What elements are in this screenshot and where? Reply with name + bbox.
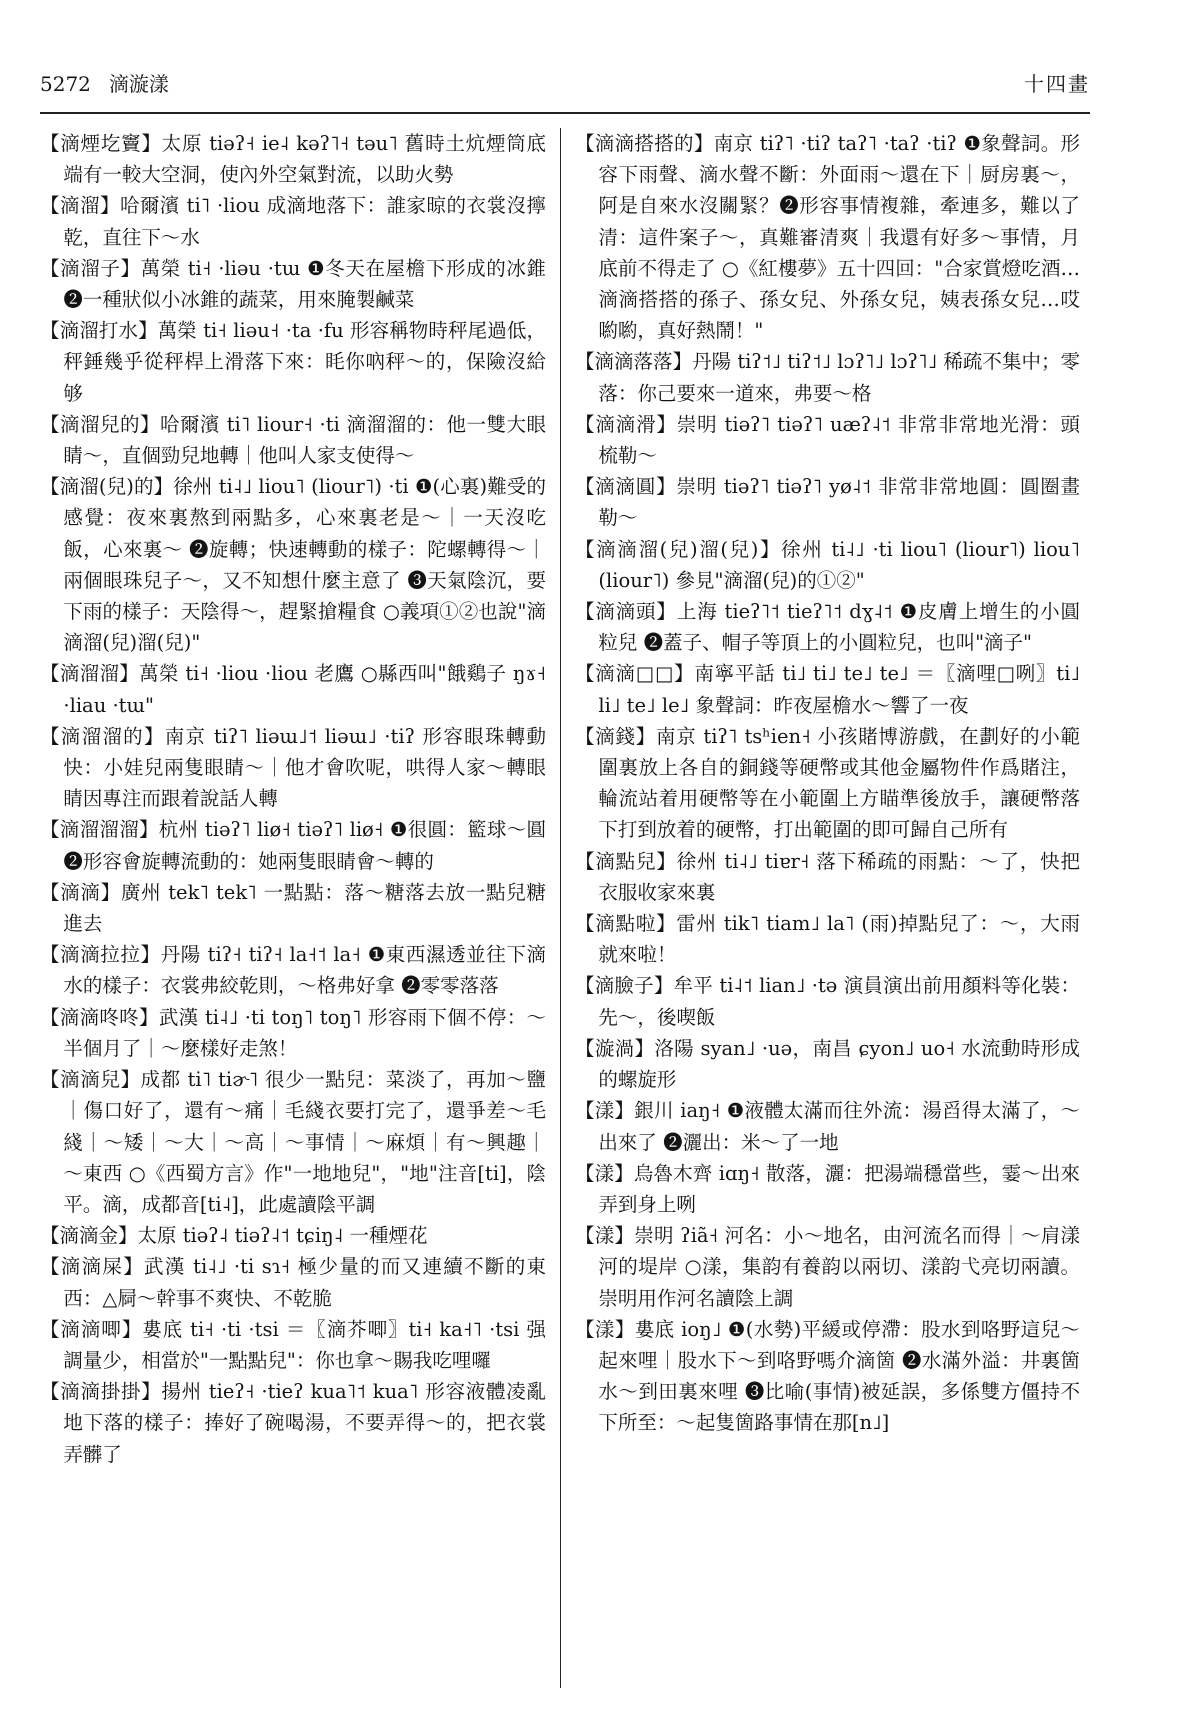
- two-column-body: [40, 128, 1090, 1688]
- dictionary-entry: 【滴滴咚咚】武漢 ti˨˩ ·ti toŋ˥ toŋ˥ 形容雨下個不停：～半個月了｜～麼樣好走煞！: [40, 1005, 546, 1060]
- dictionary-entry: 【滴滴搭搭的】南京 tiʔ˥ ·tiʔ taʔ˥ ·taʔ ·tiʔ ❶象聲詞。形容下雨聲、滴水聲不斷：外面雨～還在下｜厨房裏～，阿是自來水沒關緊？❷形容事情複雜，牽連多，難以了清：這件案子～，真難審清爽｜我還有好多～事情，月底前不得走了 ○《紅樓夢》五十四回："合家賞燈吃酒…滴滴搭搭的孫子、孫女兒、外孫女兒，姨表孫女兒…哎喲喲，真好熱鬧！": [575, 132, 1080, 343]
- dictionary-entry: 【滴滴滑】崇明 tiəʔ˥ tiəʔ˥ uæʔ˨˦ 非常非常地光滑：頭梳勒～: [575, 412, 1080, 468]
- dictionary-entry: 【滴錢】南京 tiʔ˥ tsʰien˧ 小孩賭博游戲，在劃好的小範圍裏放上各自的銅錢等硬幣或其他金屬物件作爲賭注，輪流站着用硬幣等在小範圍上方瞄準後放手，讓硬幣落下打到放着的硬幣，打出範圍的即可歸自己所有: [575, 724, 1080, 842]
- page-header: [40, 68, 1090, 114]
- dictionary-entry: 【滴滴□□】南寧平話 ti˩ ti˩ te˩ te˩ ＝〖滴哩□咧〗ti˩ li˩ te˩ le˩ 象聲詞：昨夜屋檐水～響了一夜: [575, 662, 1080, 717]
- dictionary-entry: 【滴滴落落】丹陽 tiʔ˦˩ tiʔ˦˩ lɔʔ˥˩ lɔʔ˥˩ 稀疏不集中；零落：你己要來一道來，弗要～格: [575, 350, 1080, 405]
- dictionary-entry: 【滴溜溜的】南京 tiʔ˥ liəɯ˩˦ liəɯ˩ ·tiʔ 形容眼珠轉動快：小娃兒兩隻眼睛～｜他才會吹呢，哄得人家～轉眼睛因專注而跟着說話人轉: [40, 724, 546, 811]
- dictionary-entry: 【漾】銀川 iaŋ˧ ❶液體太滿而往外流：湯舀得太滿了，～出來了 ❷灑出：米～了一地: [575, 1099, 1080, 1154]
- dictionary-entry: 【滴滴拉拉】丹陽 tiʔ˧ tiʔ˧ la˧˦ la˧ ❶東西濕透並往下滴水的樣子：衣裳弗絞乾則，～格弗好拿 ❷零零落落: [40, 943, 546, 998]
- header-chars: 滴漩漾: [108, 72, 169, 96]
- dictionary-entry: 【滴滴溜(兒)溜(兒)】徐州 ti˨˩ ·ti liou˥ (liour˥) liou˥ (liour˥) 參見"滴溜(兒)的①②": [575, 537, 1080, 592]
- dictionary-entry: 【滴點啦】雷州 tik˥ tiam˩ la˥ (雨)掉點兒了：～，大雨就來啦！: [575, 912, 1080, 967]
- dictionary-entry: 【滴溜子】萬榮 ti˧ ·liəu ·tɯ ❶冬天在屋檐下形成的冰錐 ❷一種狀似小冰錐的蔬菜，用來腌製鹹菜: [40, 256, 546, 312]
- dictionary-entry: 【滴溜(兒)的】徐州 ti˨˩ liou˥ (liour˥) ·ti ❶(心裏)難受的感覺：夜來裏熬到兩點多，心來裏老是～｜一天沒吃飯，心來裏～ ❷旋轉；快速轉動的樣子：陀螺轉得～｜兩個眼珠兒子～，又不知想什麼主意了 ❸天氣陰沉，要下雨的樣子：天陰得～，趕緊搶糧食 ○義項①②也說"滴滴溜(兒)溜(兒)": [40, 475, 546, 655]
- dictionary-entry: 【滴滴屎】武漢 ti˨˩ ·ti sɿ˧ 極少量的而又連續不斷的東西：△屙～幹事不爽快、不乾脆: [40, 1255, 546, 1310]
- dictionary-entry: 【漩渦】洛陽 syan˩ ·uə，南昌 ɕyon˩ uo˧ 水流動時形成的螺旋形: [575, 1036, 1080, 1092]
- dictionary-entry: 【漾】婁底 ioŋ˩ ❶(水勢)平緩或停滯：股水到咯野這兒～起來哩｜股水下～到咯野嗎介滴箇 ❷水滿外溢：井裏箇水～到田裏來哩 ❸比喻(事情)被延誤，多係雙方僵持不下所至：～起隻箇路事情在那[n˩]: [575, 1317, 1080, 1435]
- dictionary-entry: 【滴溜兒的】哈爾濱 ti˥ liour˧ ·ti 滴溜溜的：他一雙大眼睛～，直個勁兒地轉｜他叫人家支使得～: [40, 412, 546, 468]
- right-column: [560, 128, 1080, 1688]
- dictionary-entry: 【滴臉子】牟平 ti˨˦ lian˩ ·tə 演員演出前用顏料等化裝：先～，後喫飯: [575, 974, 1080, 1029]
- section-label: 十四畫: [1024, 72, 1090, 96]
- dictionary-entry: 【滴點兒】徐州 ti˨˩ tiɐr˧ 落下稀疏的雨點：～了，快把衣服收家來裏: [575, 849, 1080, 904]
- dictionary-entry: 【滴滴金】太原 tiəʔ˨ tiəʔ˨˦ tɕiŋ˨ 一種煙花: [40, 1224, 428, 1248]
- left-column: [40, 128, 560, 1688]
- dictionary-entry: 【滴滴掛掛】揚州 tieʔ˧ ·tieʔ kua˥˦ kua˥ 形容液體凌亂地下落的樣子：捧好了碗喝湯，不要弄得～的，把衣裳弄髒了: [40, 1380, 546, 1466]
- dictionary-entry: 【滴溜】哈爾濱 ti˥ ·liou 成滴地落下：誰家晾的衣裳沒擰乾，直往下～水: [40, 194, 546, 249]
- dictionary-entry: 【滴滴】廣州 tek˥ tek˥ 一點點：落～糖落去放一點兒糖進去: [40, 880, 546, 936]
- page-number: 5272: [40, 72, 91, 96]
- dictionary-entry: 【滴滴兒】成都 ti˥ tiɚ˥ 很少一點兒：菜淡了，再加～鹽｜傷口好了，還有～痛｜毛綫衣要打完了，還爭差～毛綫｜～矮｜～大｜～高｜～事情｜～麻煩｜有～興趣｜～東西 ○《西蜀方言》作"一地地兒"，"地"注音[ti]，陰平。滴，成都音[ti˨]，此處讀陰平調: [40, 1068, 546, 1216]
- dictionary-entry: 【漾】烏魯木齊 iɑŋ˧ 散落，灑：把湯端穩當些，霎～出來弄到身上咧: [575, 1161, 1080, 1216]
- dictionary-entry: 【滴溜打水】萬榮 ti˧ liəu˧ ·ta ·fu 形容稱物時秤尾過低，秤錘幾乎從秤桿上滑落下來：眊你吶秤～的，保險沒給够: [40, 319, 546, 405]
- dictionary-entry: 【滴煙圪竇】太原 tiəʔ˧ ie˨ kəʔ˥˧ təu˥ 舊時土炕煙筒底端有一較大空洞，使內外空氣對流，以助火勢: [40, 132, 546, 187]
- dictionary-entry: 【漾】崇明 ʔiã˧ 河名：小～地名，由河流名而得｜～肩漾河的堤岸 ○漾，集韵有養韵以兩切、漾韵弋亮切兩讀。崇明用作河名讀陰上調: [575, 1224, 1080, 1310]
- dictionary-entry: 【滴滴圓】崇明 tiəʔ˥ tiəʔ˥ yø˨˦ 非常非常地圓：圓圈畫勒～: [575, 475, 1080, 530]
- dictionary-entry: 【滴滴唧】婁底 ti˧ ·ti ·tsi ＝〖滴芥唧〗ti˧ ka˧˥ ·tsi 强調量少，相當於"一點點兒"：你也拿～賜我吃哩囉: [40, 1317, 546, 1372]
- dictionary-entry: 【滴滴頭】上海 tieʔ˥˦ tieʔ˥˦ dɣ˨˦ ❶皮膚上增生的小圓粒兒 ❷蓋子、帽子等頂上的小圓粒兒，也叫"滴子": [575, 600, 1080, 655]
- dictionary-entry: 【滴溜溜】萬榮 ti˧ ·liou ·liou 老鷹 ○縣西叫"餓鷄子 ŋɤ˧ ·liau ·tɯ": [40, 662, 546, 717]
- dictionary-entry: 【滴溜溜溜】杭州 tiəʔ˥ liø˧ tiəʔ˥ liø˧ ❶很圓：籃球～圓 ❷形容會旋轉流動的：她兩隻眼睛會～轉的: [40, 818, 546, 873]
- header-left: [40, 68, 169, 97]
